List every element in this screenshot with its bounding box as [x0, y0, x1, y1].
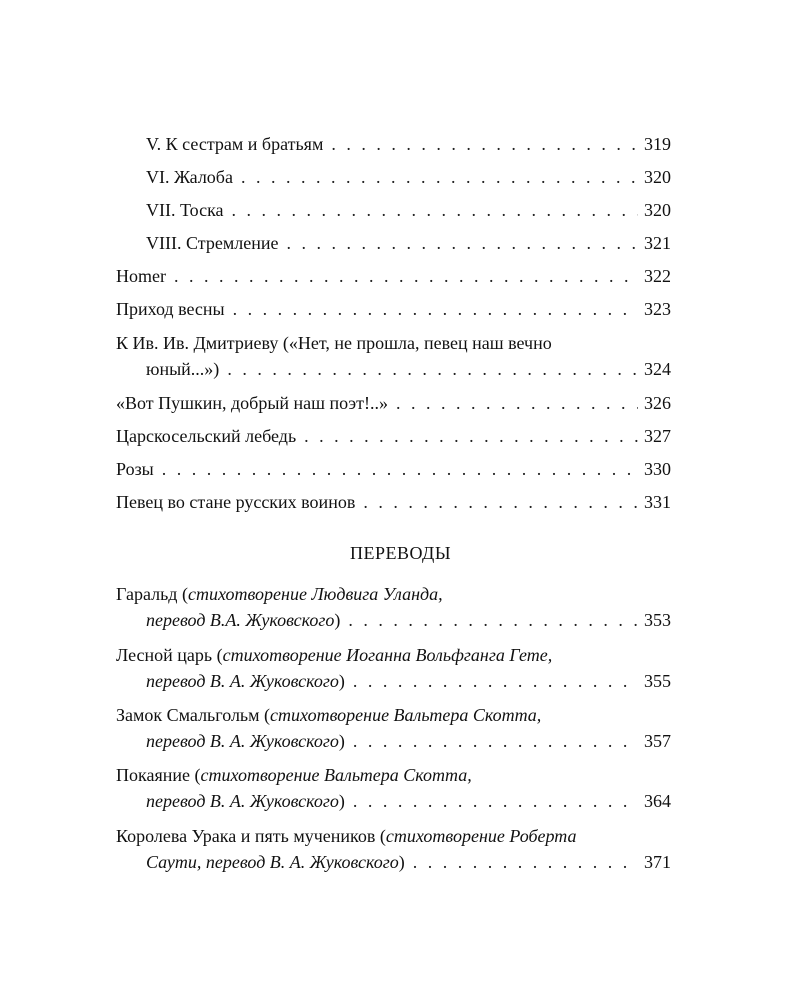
paren-open: ( — [375, 826, 386, 846]
dot-leader — [353, 791, 638, 811]
dot-leader — [331, 134, 638, 154]
toc-entry-subtitle: стихотворение Роберта — [385, 826, 577, 846]
toc-entry-title: Покаяние — [116, 765, 190, 785]
toc-entry — [116, 333, 671, 379]
toc-entry-page: 326 — [644, 393, 671, 413]
toc-entry — [116, 393, 671, 413]
dot-leader — [413, 852, 638, 872]
toc-entry-title: Певец во стане русских воинов — [116, 492, 356, 512]
toc-entry-page: 322 — [644, 266, 671, 286]
dot-leader — [348, 610, 638, 630]
toc-entry-title: V. К сестрам и братьям — [146, 134, 324, 154]
dot-leader — [241, 167, 638, 187]
dot-leader — [232, 200, 638, 220]
toc-entry-title: Розы — [116, 459, 154, 479]
toc-entry-title-continued: юный...») — [146, 359, 220, 379]
paren-close: ) — [338, 791, 345, 811]
toc-entry — [116, 584, 671, 630]
toc-entry — [146, 134, 671, 154]
paren-open: ( — [190, 765, 201, 785]
dot-leader — [353, 671, 638, 691]
toc-entry-subtitle: стихотворение Вальтера Скотта, — [270, 705, 542, 725]
toc-entry-title: Царскосельский лебедь — [116, 426, 297, 446]
toc-entry-title: VI. Жалоба — [146, 167, 233, 187]
toc-entry-page: 323 — [644, 299, 671, 319]
toc-entry-page: 320 — [644, 200, 671, 220]
dot-leader — [174, 266, 638, 286]
dot-leader — [162, 459, 638, 479]
toc-entry-page: 355 — [644, 671, 671, 691]
toc-entry-title: Гаральд — [116, 584, 178, 604]
toc-entry-page: 331 — [644, 492, 671, 512]
dot-leader — [233, 299, 638, 319]
dot-leader — [353, 731, 638, 751]
toc-entry-page: 327 — [644, 426, 671, 446]
toc-entry-title: «Вот Пушкин, добрый наш поэт!..» — [116, 393, 388, 413]
toc-entry-page: 321 — [644, 233, 671, 253]
toc-entry-title: Замок Смальгольм — [116, 705, 260, 725]
toc-entry-page: 319 — [644, 134, 671, 154]
paren-close: ) — [338, 731, 345, 751]
paren-close: ) — [334, 610, 341, 630]
toc-entry-page: 357 — [644, 731, 671, 751]
toc-entry — [116, 492, 671, 512]
toc-entry-title: Приход весны — [116, 299, 225, 319]
toc-entry-title: VII. Тоска — [146, 200, 224, 220]
toc-entry-subtitle-continued: перевод В. А. Жуковского — [146, 791, 339, 811]
toc-entry-subtitle-continued: перевод В. А. Жуковского — [146, 671, 339, 691]
toc-entry — [116, 299, 671, 319]
dot-leader — [227, 359, 638, 379]
toc-entry-title: Homer — [116, 266, 166, 286]
toc-entry — [116, 266, 671, 286]
toc-entry — [116, 826, 671, 872]
toc-entry-page: 364 — [644, 791, 671, 811]
toc-entry-page: 353 — [644, 610, 671, 630]
dot-leader — [396, 393, 638, 413]
toc-entry-subtitle-continued: перевод В. А. Жуковского — [146, 731, 339, 751]
dot-leader — [304, 426, 638, 446]
toc-entry-page: 320 — [644, 167, 671, 187]
toc-entry-subtitle: стихотворение Людвига Уланда, — [187, 584, 443, 604]
toc-entry-page: 324 — [644, 359, 671, 379]
paren-close: ) — [398, 852, 405, 872]
toc-entry-subtitle-continued: Саути, перевод В. А. Жуковского — [146, 852, 399, 872]
paren-close: ) — [338, 671, 345, 691]
toc-entry-title: Лесной царь — [116, 645, 213, 665]
toc-entry — [116, 426, 671, 446]
toc-entry — [116, 645, 671, 691]
toc-entry — [146, 200, 671, 220]
toc-entry-subtitle: стихотворение Иоганна Вольфганга Гете, — [222, 645, 553, 665]
dot-leader — [286, 233, 638, 253]
section-heading: ПЕРЕВОДЫ — [349, 543, 452, 563]
toc-entry-page: 330 — [644, 459, 671, 479]
toc-entry-title: К Ив. Ив. Дмитриеву («Нет, не прошла, певец наш вечно — [116, 333, 552, 353]
toc-entry-title: Королева Урака и пять мучеников — [116, 826, 376, 846]
toc-entry — [116, 765, 671, 811]
toc-entry — [116, 459, 671, 479]
toc-entry — [146, 167, 671, 187]
paren-open: ( — [259, 705, 271, 725]
toc-entry-subtitle: стихотворение Вальтера Скотта, — [200, 765, 472, 785]
toc-entry-page: 371 — [644, 852, 671, 872]
paren-open: ( — [212, 645, 223, 665]
toc-entry — [146, 233, 671, 253]
toc-entry — [116, 705, 671, 751]
toc-entry-subtitle-continued: перевод В.А. Жуковского — [146, 610, 335, 630]
dot-leader — [363, 492, 638, 512]
toc-entry-title: VIII. Стремление — [146, 233, 279, 253]
paren-open: ( — [177, 584, 188, 604]
